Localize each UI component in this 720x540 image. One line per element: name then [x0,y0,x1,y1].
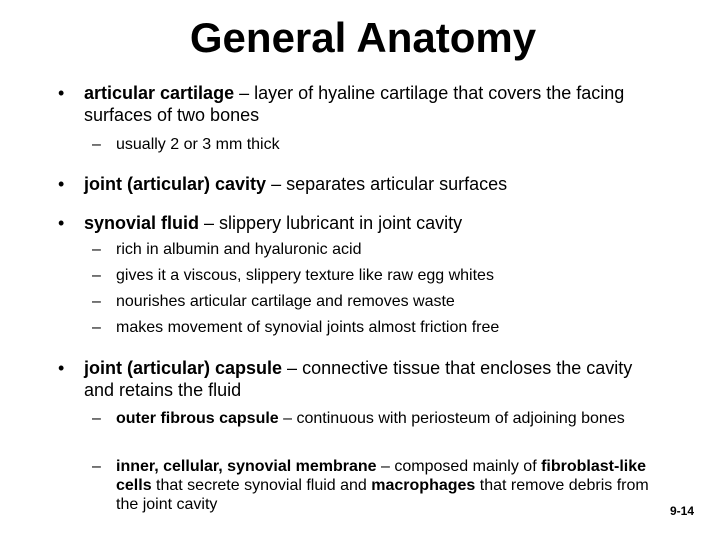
subbullet-separator: – [278,410,297,427]
subbullet-bold-term: fibroblast-like cells [116,458,646,494]
bullet-description: separates articular surfaces [286,174,508,194]
bullet-separator: – [266,174,287,194]
subbullet-viscous [92,266,652,285]
page-number: 9-14 [669,504,694,518]
dash-marker: – [92,136,101,153]
bullet-joint-cavity [58,173,658,195]
bullet-term: articular cartilage [84,83,235,103]
subbullet-text: rich in albumin and hyaluronic acid [116,241,362,258]
bullet-synovial-fluid [58,212,658,234]
subbullet-bold-term: macrophages [371,477,476,494]
bullet-separator: – [199,213,220,233]
bullet-articular-cartilage [58,82,658,126]
dash-marker: – [92,293,101,310]
dash-marker: – [92,319,101,336]
subbullet-text [116,409,652,428]
slide-title: General Anatomy [189,14,537,61]
dash-marker: – [92,458,101,475]
bullet-term: synovial fluid [84,213,200,233]
subbullet-separator: – [376,458,395,475]
subbullet-nourishes [92,292,652,311]
bullet-joint-capsule [58,357,658,401]
bullet-description: layer of hyaline cartilage that covers the facing surfaces of two bones [84,83,625,125]
subbullet-description: that secrete synovial fluid and [151,477,372,494]
subbullet-friction [92,318,652,337]
bullet-marker: • [58,358,65,378]
subbullet-term: outer fibrous capsule [116,410,279,427]
bullet-description: slippery lubricant in joint cavity [219,213,463,233]
bullet-text [84,357,658,401]
bullet-description: connective tissue that encloses the cavity and retains the fluid [84,358,633,400]
bullet-text [84,82,658,126]
bullet-text [84,173,658,195]
bullet-term: joint (articular) capsule [84,358,283,378]
bullet-marker: • [58,213,65,233]
subbullet-description: that remove debris from the joint cavity [116,477,649,513]
dash-marker: – [92,267,101,284]
subbullet-text: gives it a viscous, slippery texture like raw egg whites [116,267,494,284]
subbullet-text: makes movement of synovial joints almost friction free [116,319,500,336]
subbullet-albumin [92,240,652,259]
dash-marker: – [92,410,101,427]
subbullet-cartilage-thickness [92,135,652,154]
dash-marker: – [92,241,101,258]
bullet-separator: – [234,83,255,103]
subbullet-text: nourishes articular cartilage and removes waste [116,293,455,310]
bullet-marker: • [58,83,65,103]
bullet-marker: • [58,174,65,194]
subbullet-description: composed mainly of [394,458,542,475]
subbullet-synovial-membrane [92,457,652,514]
subbullet-text: usually 2 or 3 mm thick [116,136,280,153]
subbullet-fibrous-capsule [92,409,652,428]
subbullet-text [116,457,652,514]
subbullet-description: continuous with periosteum of adjoining bones [296,410,625,427]
bullet-separator: – [282,358,303,378]
subbullet-term: inner, cellular, synovial membrane [116,458,377,475]
bullet-term: joint (articular) cavity [84,174,267,194]
bullet-text [84,212,658,234]
